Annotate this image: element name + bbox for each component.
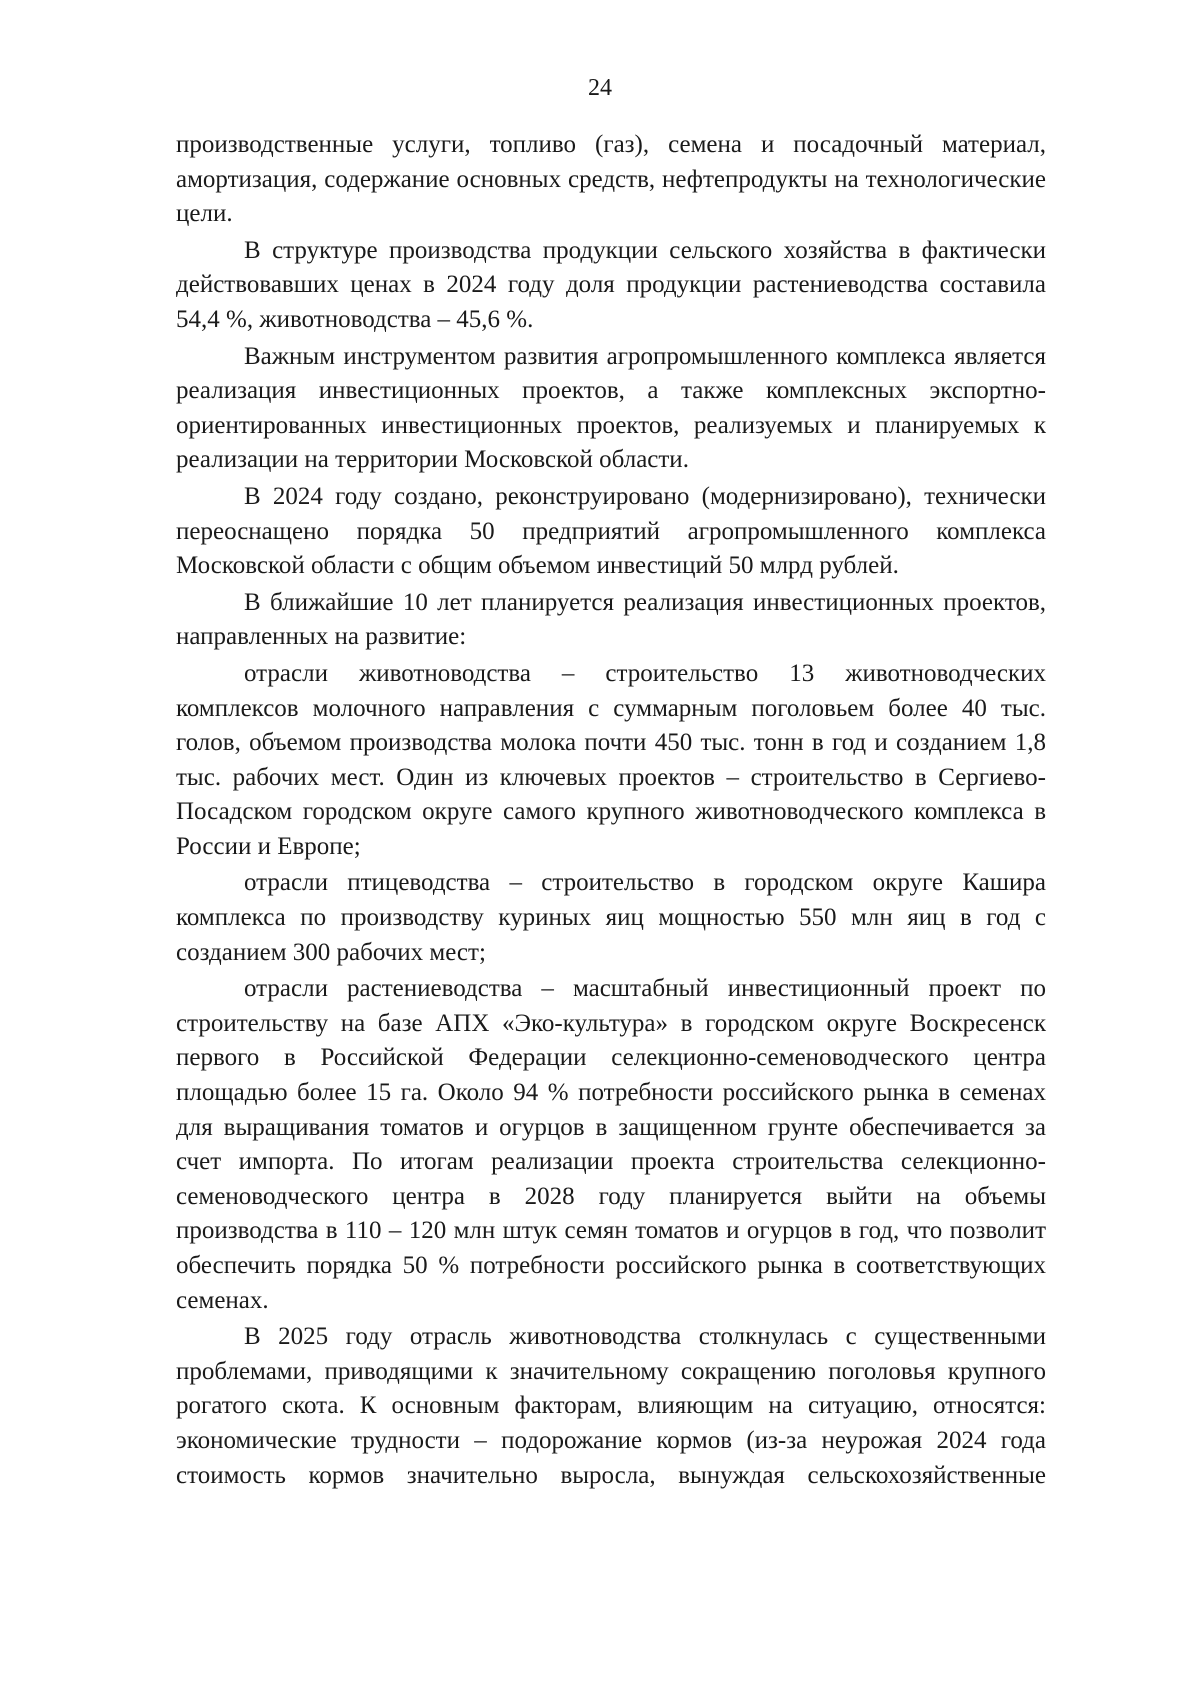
paragraph-production-structure: В структуре производства продукции сельского хозяйства в фактически действовавших ценах в 2024 году доля продукции растениеводства составила 54,4 %, животноводства – 45,6 %. [176,236,1046,333]
page-number: 24 [588,75,612,101]
paragraph-next-10-years: В ближайшие 10 лет планируется реализация инвестиционных проектов, направленных на развитие: [176,588,1046,651]
paragraph-cost-items: производственные услуги, топливо (газ), семена и посадочный материал, амортизация, содержание основных средств, нефтепродукты на технологические цели. [176,131,1046,228]
paragraph-crop-branch: отрасли растениеводства – масштабный инвестиционный проект по строительству на базе АПХ «Эко-культура» в городском округе Воскресенск первого в Российской Федерации селекционно-семеноводческого центра площадью более 15 га. Около 94 % потребности российского рынка в семенах для выращивания томатов и огурцов в защищенном грунте обеспечивается за счет импорта. По итогам реализации проекта строительства селекционно-семеноводческого центра в 2028 году планируется выйти на объемы производства в 110 – 120 млн штук семян томатов и огурцов в год, что позволит обеспечить порядка 50 % потребности российского рынка в соответствующих семенах. [176,975,1046,1314]
paragraph-poultry-branch: отрасли птицеводства – строительство в городском округе Кашира комплекса по производству куриных яиц мощностью 550 млн яиц в год с созданием 300 рабочих мест; [176,869,1046,966]
body-text [176,128,1046,1495]
paragraph-livestock-problems-2025: В 2025 году отрасль животноводства столкнулась с существенными проблемами, приводящими к значительному сокращению поголовья крупного рогатого скота. К основным факторам, влияющим на ситуацию, относятся: экономические трудности – подорожание кормов (из-за неурожая 2024 года стоимость кормов значительно выросла, вынуждая сельскохозяйственные [176,1323,1046,1489]
paragraph-enterprises-2024: В 2024 году создано, реконструировано (модернизировано), технически переоснащено порядка 50 предприятий агропромышленного комплекса Московской области с общим объемом инвестиций 50 млрд рублей. [176,482,1046,580]
paragraph-investment-instrument: Важным инструментом развития агропромышленного комплекса является реализация инвестиционных проектов, а также комплексных экспортно-ориентированных инвестиционных проектов, реализуемых и планируемых к реализации на территории Московской области. [176,342,1046,474]
paragraph-livestock-branch: отрасли животноводства – строительство 13 животноводческих комплексов молочного направления с суммарным поголовьем более 40 тыс. голов, объемом производства молока почти 450 тыс. тонн в год и созданием 1,8 тыс. рабочих мест. Один из ключевых проектов – строительство в Сергиево-Посадском городском округе самого крупного животноводческого комплекса в России и Европе; [176,659,1046,860]
